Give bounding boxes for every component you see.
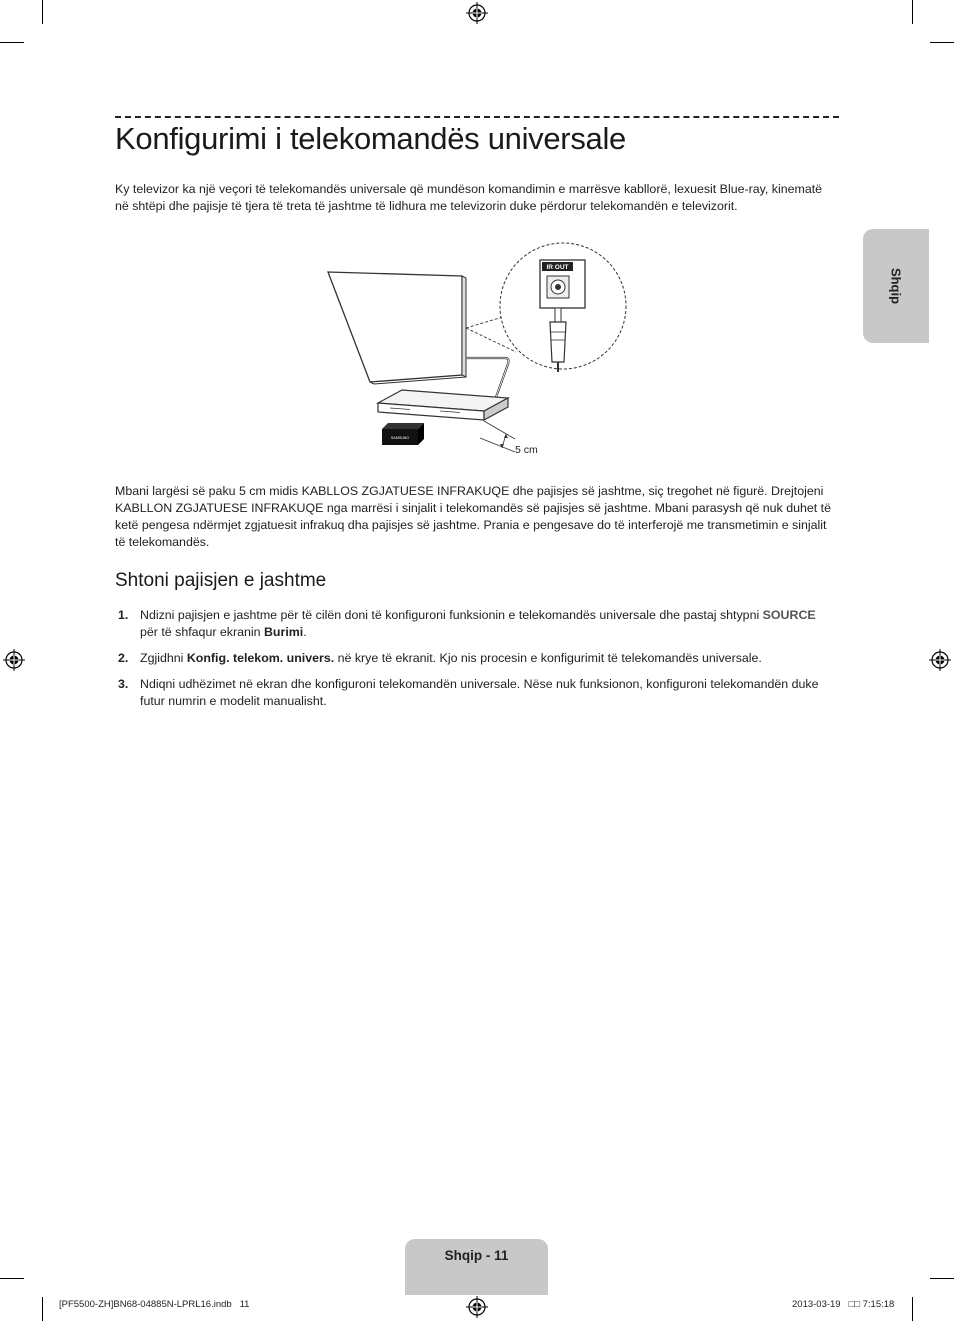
registration-mark-icon [3,649,25,671]
intro-paragraph: Ky televizor ka një veçori të telekomandës universale që mundëson komandimin e marrësve kabllorë, lexuesit Blue-ray, kinematë në shtëpi dhe pajisje të tjera të treta të jashtme të lidhura me televizorin duke përdorur telekomandën e televizorit. [115,182,823,213]
crop-mark [42,0,43,24]
print-slug-date: 2013-03-19 □□ 7:15:18 [792,1299,895,1310]
crop-mark [0,42,24,43]
crop-mark [0,1278,24,1279]
step-text: Zgjidhni [140,651,187,665]
side-tab-label: Shqip [888,267,904,305]
extender-brand-label: SAMSUNG [390,436,410,440]
step-number: 1. [118,608,129,622]
language-side-tab [863,229,929,343]
ir-extender-illustration [320,240,632,465]
burimi-keyword: Burimi [263,625,304,639]
title-dashed-rule [115,116,839,118]
step-number: 3. [118,677,129,691]
page-title: Konfigurimi i telekomandës universale [115,121,626,156]
menu-keyword: Konfig. telekom. univers. [186,651,335,665]
list-item [115,676,831,710]
step-text: në krye të ekranit. Kjo nis procesin e konfigurimit të telekomandës universale. [334,651,762,665]
crop-mark [930,42,954,43]
ir-extender-illustration-block [382,423,424,445]
step-text: Ndiqni udhëzimet në ekran dhe konfiguroni telekomandën universale. Nëse nuk funksionon, konfiguroni telekomandën duke futur numrin e modelit manualisht. [140,677,819,708]
crop-mark [930,1278,954,1279]
crop-mark [912,0,913,24]
list-item [115,650,831,667]
external-device-illustration [378,390,508,420]
source-keyword: SOURCE [762,608,816,622]
print-slug-file: [PF5500-ZH]BN68-04885N-LPRL16.indb 11 [59,1299,250,1310]
registration-mark-icon [466,1296,488,1318]
note-paragraph: Mbani largësi së paku 5 cm midis KABLLOS ZGJATUESE INFRAKUQE dhe pajisjes së jashtme, siç tregohet në figurë. Drejtojeni KABLLON ZGJATUESE INFRAKUQE nga marrësi i sinjalit i telekomandës së pajisjes së jashtme. Mbani parasysh që nuk duhet të ketë pengesa ndërmjet zgjatuesit infrakuq dha pajisjes së jashtme. Prania e pengesave do të interferojë me transmetimin e sinjalit të telekomandës. [115,484,831,549]
crop-mark [42,1297,43,1321]
step-text: Ndizni pajisjen e jashtme për të cilën doni të konfiguroni funksionin e telekomandës universale dhe pastaj shtypni [140,608,763,622]
registration-mark-icon [929,649,951,671]
registration-mark-icon [466,2,488,24]
page-number-tab [405,1239,548,1295]
page-number-label: Shqip - 11 [444,1248,509,1263]
list-item [115,607,831,641]
section-heading: Shtoni pajisjen e jashtme [115,570,327,591]
step-text: . [303,625,307,639]
steps-list [115,607,831,719]
ir-out-label: IR OUT [546,264,569,271]
distance-label: 5 cm [515,444,538,456]
tv-illustration [328,272,466,384]
step-text: për të shfaqur ekranin [140,625,264,639]
step-number: 2. [118,651,129,665]
crop-mark [912,1297,913,1321]
